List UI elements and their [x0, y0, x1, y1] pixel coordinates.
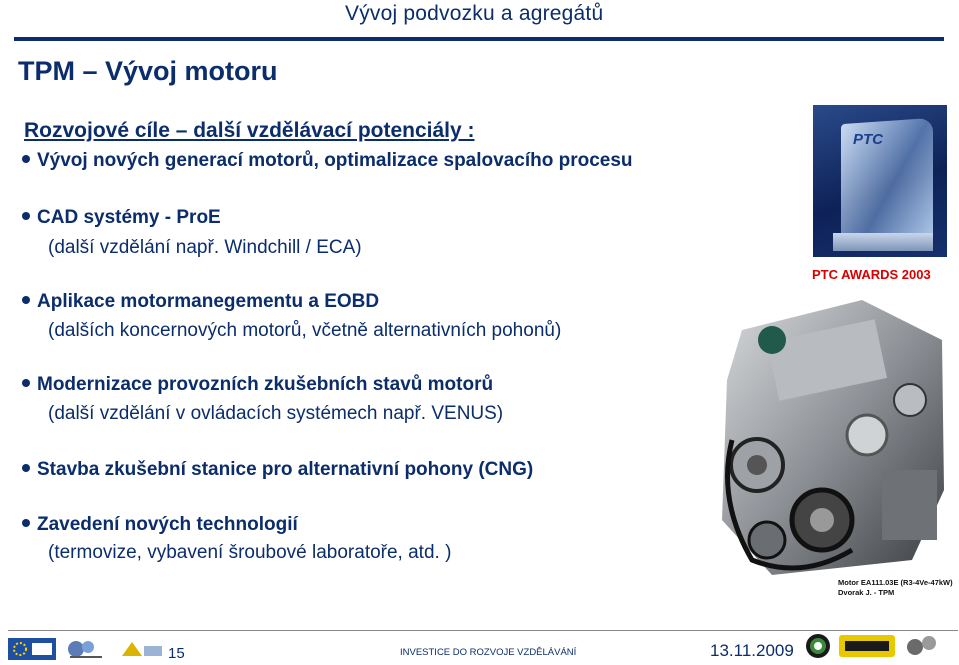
award-base	[833, 233, 933, 251]
tecom-logo	[839, 635, 895, 657]
bullet-dot	[22, 519, 30, 527]
bullet-dot	[22, 296, 30, 304]
bullet-item	[22, 291, 379, 313]
slide-title: TPM – Vývoj motoru	[18, 56, 278, 86]
engine-image	[712, 290, 952, 580]
award-caption: PTC AWARDS 2003	[812, 267, 931, 282]
bullet-label: Vývoj nových generací motorů, optimalizace spalovacího procesu	[37, 150, 633, 171]
bullet-item	[22, 150, 633, 172]
op-logo	[116, 638, 166, 660]
bullet-item	[22, 207, 221, 229]
footer-logos-right	[805, 635, 939, 657]
bullet-label: CAD systémy - ProE	[37, 207, 221, 228]
skoda-logo	[805, 635, 831, 657]
section-title: Rozvojové cíle – další vzdělávací potenciály :	[24, 119, 475, 142]
bullet-item	[22, 374, 493, 396]
engine-caption-line2: Dvorak J. - TPM	[838, 588, 895, 597]
bullet-label: Zavedení nových technologií	[37, 514, 298, 535]
bullet-sub: (další vzdělání např. Windchill / ECA)	[48, 237, 362, 258]
bullet-dot	[22, 212, 30, 220]
bullet-sub: (termovize, vybavení šroubové laboratoře, atd. )	[48, 542, 452, 563]
header-title: Vývoj podvozku a agregátů	[345, 2, 604, 25]
bullet-sub: (dalších koncernových motorů, včetně alternativních pohonů)	[48, 320, 562, 341]
partner-logo	[903, 635, 939, 657]
footer-date: 13.11.2009	[710, 641, 794, 660]
bullet-sub: (další vzdělání v ovládacích systémech např. VENUS)	[48, 403, 504, 424]
award-logo: PTC	[853, 131, 883, 148]
ptc-award-image	[813, 105, 947, 257]
msmt-logo	[64, 638, 108, 660]
esf-logo	[8, 638, 56, 660]
engine-caption	[838, 578, 953, 598]
bullet-label: Aplikace motormanegementu a EOBD	[37, 291, 380, 312]
bullet-dot	[22, 155, 30, 163]
engine-caption-line1: Motor EA111.03E (R3-4Ve-47kW)	[838, 578, 953, 587]
page-number: 15	[168, 645, 185, 662]
bullet-dot	[22, 379, 30, 387]
footer-investice: INVESTICE DO ROZVOJE VZDĚLÁVÁNÍ	[400, 647, 577, 658]
bullet-item	[22, 514, 298, 536]
bullet-dot	[22, 464, 30, 472]
bullet-item	[22, 459, 533, 481]
footer-logos-left	[8, 637, 166, 661]
footer-divider	[8, 630, 958, 631]
bullet-label: Stavba zkušební stanice pro alternativní pohony (CNG)	[37, 459, 534, 480]
header-divider	[14, 37, 944, 41]
bullet-label: Modernizace provozních zkušebních stavů motorů	[37, 374, 494, 395]
